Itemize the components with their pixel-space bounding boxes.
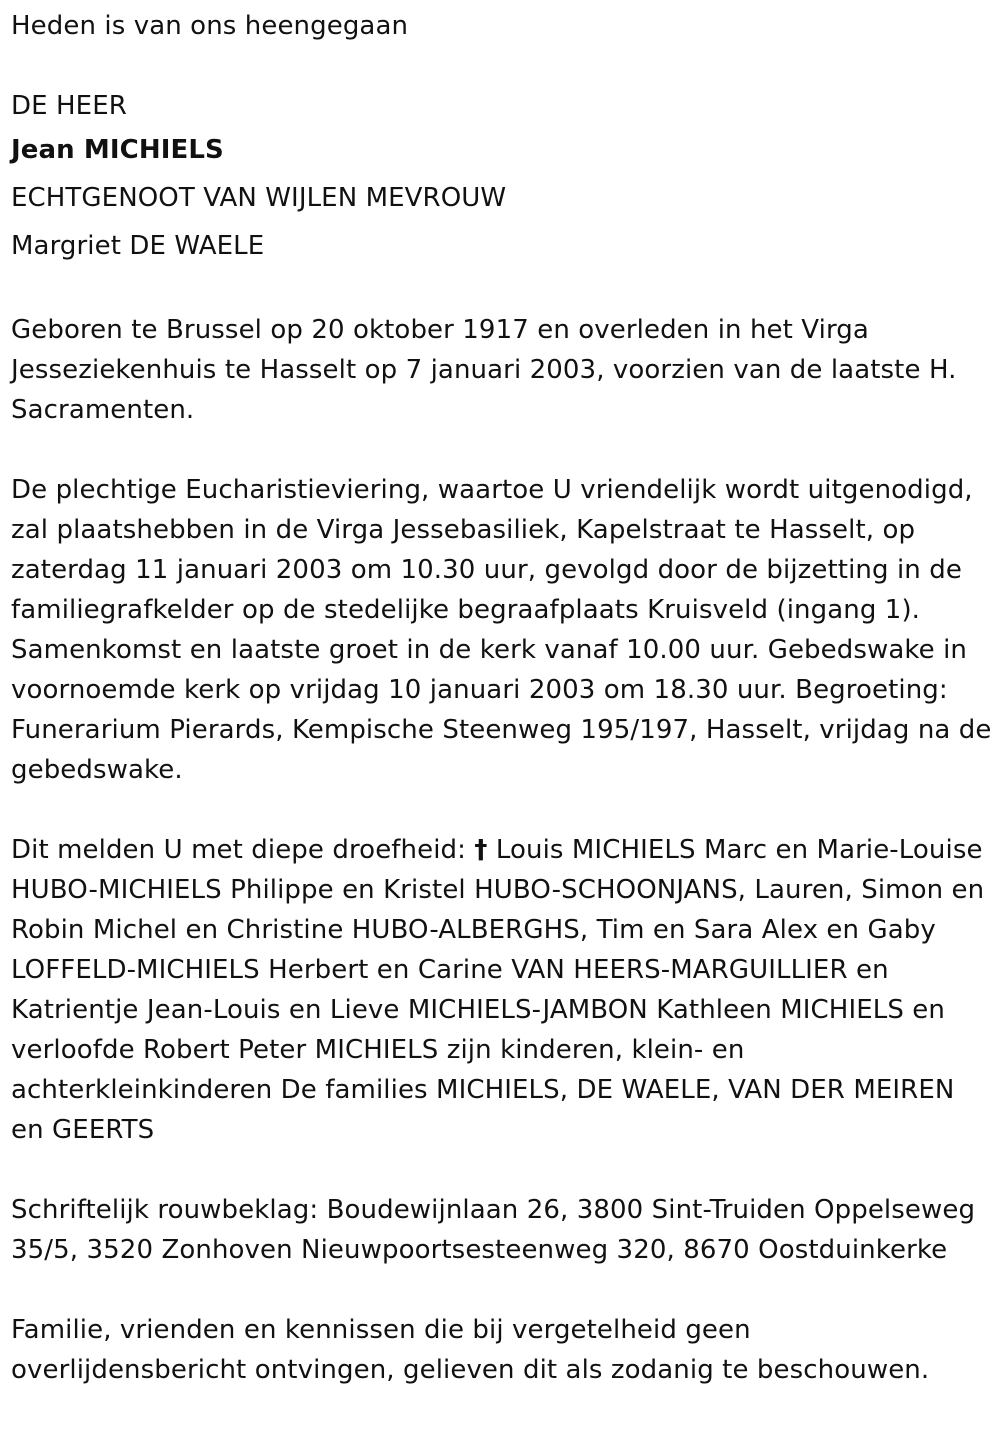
intro-text: Heden is van ons heengegaan	[11, 11, 409, 41]
spacer	[11, 46, 993, 86]
spacer	[11, 790, 993, 830]
closing-paragraph: Familie, vrienden en kennissen die bij vergetelheid geen overlijdensbericht ontvingen, gelieven dit als zodanig te beschouwen.	[11, 1315, 930, 1385]
spacer	[11, 270, 993, 310]
deceased-name: Jean MICHIELS	[11, 135, 224, 165]
condolence-addresses: Schriftelijk rouwbeklag: Boudewijnlaan 26, 3800 Sint-Truiden Oppelseweg 35/5, 3520 Zonhoven Nieuwpoortsesteenweg 320, 8670 Oostduinkerke	[11, 1195, 976, 1265]
cross-icon: †	[474, 835, 488, 865]
family-paragraph	[11, 830, 993, 1150]
birth-death-paragraph: Geboren te Brussel op 20 oktober 1917 en overleden in het Virga Jesseziekenhuis te Hasselt op 7 januari 2003, voorzien van de laatste H. Sacramenten.	[11, 315, 957, 425]
spouse-label: ECHTGENOOT VAN WIJLEN MEVROUW	[11, 183, 507, 213]
ceremony-paragraph: De plechtige Eucharistieviering, waartoe U vriendelijk wordt uitgenodigd, zal plaatshebben in de Virga Jessebasiliek, Kapelstraat te Hasselt, op zaterdag 11 januari 2003 om 10.30 uur, gevolgd door de bijzetting in de familiegrafkelder op de stedelijke begraafplaats Kruisveld (ingang 1). Samenkomst en laatste groet in de kerk vanaf 10.00 uur. Gebedswake in voornoemde kerk op vrijdag 10 januari 2003 om 18.30 uur. Begroeting: Funerarium Pierards, Kempische Steenweg 195/197, Hasselt, vrijdag na de gebedswake.	[11, 475, 992, 785]
obituary-notice	[11, 6, 993, 1390]
family-lead: Dit melden U met diepe droefheid:	[11, 835, 475, 865]
spacer	[11, 1150, 993, 1190]
spacer	[11, 430, 993, 470]
title-prefix: DE HEER	[11, 91, 127, 121]
spouse-name: Margriet DE WAELE	[11, 231, 265, 261]
family-text: Louis MICHIELS Marc en Marie-Louise HUBO-MICHIELS Philippe en Kristel HUBO-SCHOONJANS, Lauren, Simon en Robin Michel en Christine HUBO-ALBERGHS, Tim en Sara Alex en Gaby LOFFELD-MICHIELS Herbert en Carine VAN HEERS-MARGUILLIER en Katrientje Jean-Louis en Lieve MICHIELS-JAMBON Kathleen MICHIELS en verloofde Robert Peter MICHIELS zijn kinderen, klein- en achterkleinkinderen De families MICHIELS, DE WAELE, VAN DER MEIREN en GEERTS	[11, 835, 985, 1145]
spacer	[11, 1270, 993, 1310]
